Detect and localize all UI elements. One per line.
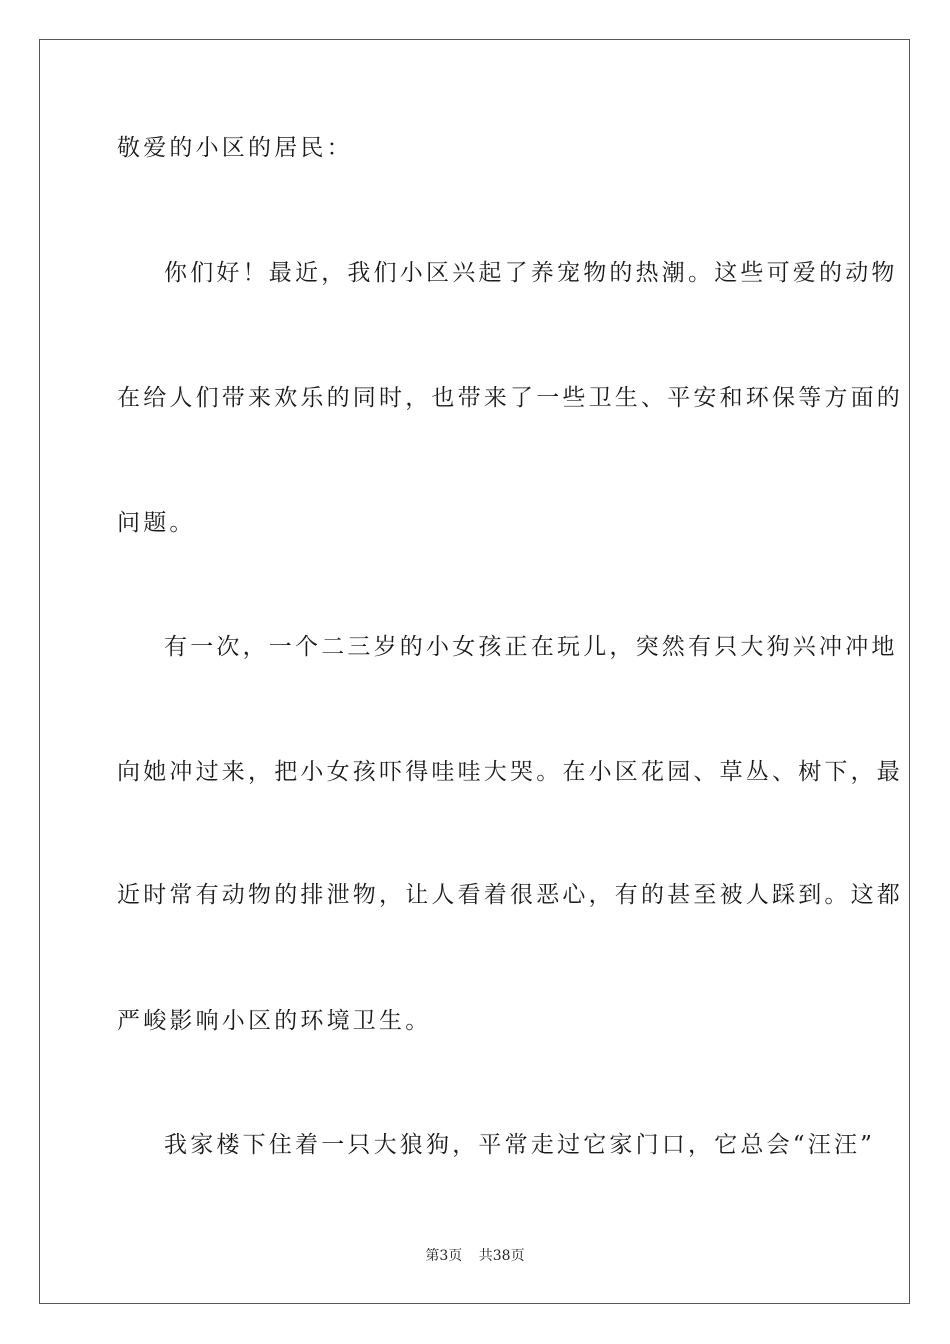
body-line: 严峻影响小区的环境卫生。	[117, 1008, 432, 1034]
page-total: 共38页	[478, 1248, 525, 1264]
page-number: 第3页	[425, 1248, 463, 1264]
body-line: 你们好！最近，我们小区兴起了养宠物的热潮。这些可爱的动物	[164, 260, 898, 286]
body-line: 向她冲过来，把小女孩吓得哇哇大哭。在小区花园、草丛、树下，最	[117, 759, 903, 785]
body-line: 有一次，一个二三岁的小女孩正在玩儿，突然有只大狗兴冲冲地	[164, 634, 898, 660]
page-border	[39, 39, 910, 1304]
body-line: 问题。	[117, 510, 196, 536]
body-line: 在给人们带来欢乐的同时，也带来了一些卫生、平安和环保等方面的	[117, 385, 903, 411]
body-line: 我家楼下住着一只大狼狗，平常走过它家门口，它总会“汪汪”	[164, 1132, 876, 1158]
body-line: 近时常有动物的排泄物，让人看着很恶心，有的甚至被人踩到。这都	[117, 882, 903, 908]
page-footer	[0, 1247, 950, 1265]
salutation-line: 敬爱的小区的居民：	[117, 135, 353, 161]
